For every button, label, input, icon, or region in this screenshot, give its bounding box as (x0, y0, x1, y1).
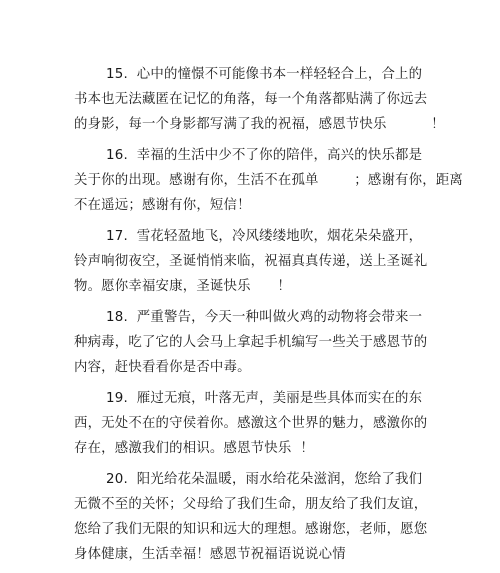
paragraph-line: 您给了我们无限的知识和远大的理想。感谢您，老师，愿您 (74, 522, 428, 537)
paragraph-line: 16. 幸福的生活中少不了你的陪伴，高兴的快乐都是 (106, 148, 423, 163)
paragraph-line: 18. 严重警告，今天一种叫做火鸡的动物将会带来一 (106, 310, 423, 325)
document-body (0, 62, 500, 573)
paragraph-line: 书本也无法藏匿在记忆的角落，每一个角落都贴满了你远去 (74, 92, 428, 107)
paragraph-line: 15. 心中的憧憬不可能像书本一样轻轻合上，合上的 (106, 67, 423, 82)
paragraph-15 (0, 62, 500, 137)
paragraph-17 (0, 224, 500, 299)
paragraph-line: 铃声响彻夜空，圣诞悄悄来临，祝福真真传递，送上圣诞礼 (74, 254, 428, 269)
paragraph-line: 19. 雁过无痕，叶落无声，美丽是些具体而实在的东 (106, 391, 423, 406)
paragraph-line: 种病毒，吃了它的人会马上拿起手机编写一些关于感恩节的 (74, 335, 428, 350)
paragraph-16 (0, 143, 500, 218)
paragraph-line: 西，无处不在的守侯着你。感激这个世界的魅力，感激你的 (74, 416, 428, 431)
paragraph-line: 无微不至的关怀；父母给了我们生命，朋友给了我们友谊， (74, 497, 428, 512)
paragraph-line: 关于你的出现。感谢有你，生活不在孤单 ；感谢有你，距离 (74, 173, 464, 188)
paragraph-18 (0, 305, 500, 380)
paragraph-line: 的身影，每一个身影都写满了我的祝福，感恩节快乐 ！ (74, 117, 445, 132)
paragraph-line: 存在，感激我们的相识。感恩节快乐 ！ (74, 441, 314, 456)
paragraph-line: 不在遥远；感谢有你，短信！ (74, 198, 251, 213)
paragraph-line: 身体健康，生活幸福！感恩节祝福语说说心情 (74, 547, 346, 562)
paragraph-line: 内容，赶快看看你是否中毒。 (74, 360, 251, 375)
paragraph-line: 20. 阳光给花朵温暖，雨水给花朵滋润，您给了我们 (106, 472, 423, 487)
paragraph-19 (0, 386, 500, 461)
paragraph-line: 物。愿你幸福安康，圣诞快乐 ！ (74, 279, 292, 294)
paragraph-20 (0, 467, 500, 567)
paragraph-line: 17. 雪花轻盈地飞，冷风缕缕地吹，烟花朵朵盛开， (106, 229, 423, 244)
